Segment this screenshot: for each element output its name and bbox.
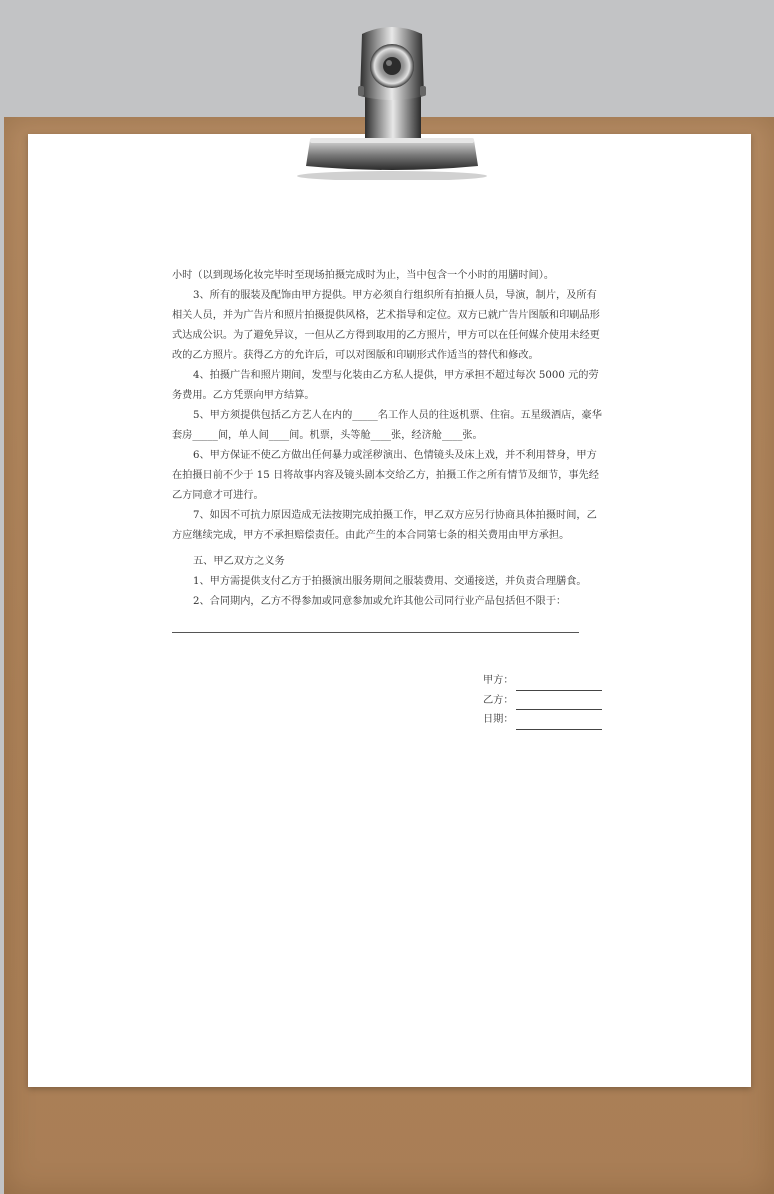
signature-block <box>483 671 602 730</box>
obligation-2: 2、合同期内，乙方不得参加或同意参加或允许其他公司同行业产品包括但不限于： <box>193 596 567 607</box>
clause-7: 7、如因不可抗力原因造成无法按期完成拍摄工作，甲乙双方应另行协商具体拍摄时间，乙方应继续完成，甲方不承担赔偿责任。由此产生的本合同第七条的相关费用由甲方承担。 <box>172 510 597 541</box>
party-b-label: 乙方： <box>483 694 514 706</box>
contract-text <box>172 266 602 612</box>
clause-4: 4、拍摄广告和照片期间，发型与化装由乙方私人提供，甲方承担不超过每次 5000 元的劳务费用。乙方凭票向甲方结算。 <box>172 370 599 401</box>
party-b-signature <box>483 691 602 711</box>
section-heading: 五、甲乙双方之义务 <box>193 556 285 567</box>
clause-line: 小时（以到现场化妆完毕时至现场拍摄完成时为止，当中包含一个小时的用膳时间）。 <box>172 270 555 281</box>
date-signature-line[interactable] <box>516 715 602 730</box>
divider-line <box>172 632 579 633</box>
party-a-signature <box>483 671 602 691</box>
date-signature <box>483 710 602 730</box>
party-a-label: 甲方： <box>483 675 514 686</box>
party-b-signature-line[interactable] <box>516 695 602 710</box>
clause-6: 6、甲方保证不使乙方做出任何暴力或淫秽演出、色情镜头及床上戏，并不利用替身，甲方在拍摄日前不少于 15 日将故事内容及镜头剧本交给乙方，拍摄工作之所有情节及细节，事先经乙方同意才可进行。 <box>172 450 599 501</box>
clause-3: 3、所有的服装及配饰由甲方提供。甲方必须自行组织所有拍摄人员，导演，制片，及所有相关人员，并为广告片和照片拍摄提供风格，艺术指导和定位。双方已就广告片图版和印刷品形式达成公识。为了避免异议，一但从乙方得到取用的乙方照片，甲方可以在任何媒介使用未经更改的乙方照片。获得乙方的允许后，可以对图版和印刷形式作适当的替代和修改。 <box>172 290 600 361</box>
clause-5: 5、甲方须提供包括乙方艺人在内的_____名工作人员的往返机票、住宿。五星级酒店，豪华套房_____间，单人间____间。机票，头等舱____张，经济舱____张。 <box>172 410 602 441</box>
obligation-1: 1、甲方需提供支付乙方于拍摄演出服务期间之服装费用、交通接送，并负责合理膳食。 <box>193 576 587 587</box>
party-a-signature-line[interactable] <box>516 676 602 691</box>
date-label: 日期： <box>483 714 514 725</box>
